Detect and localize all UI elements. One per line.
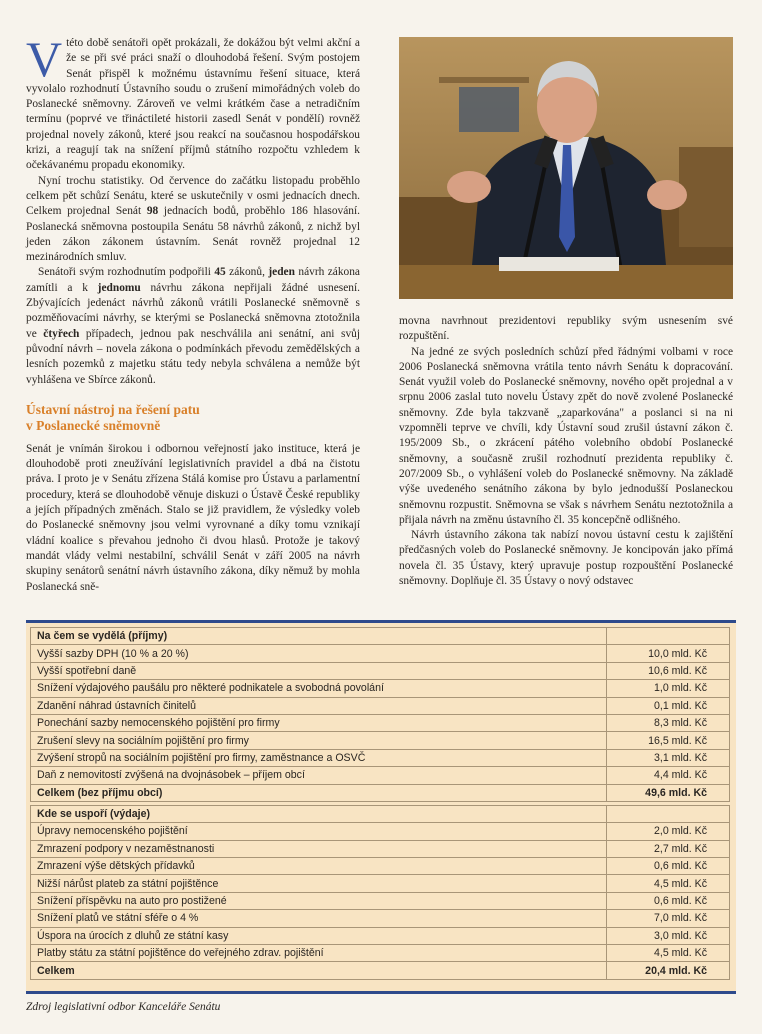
table-row — [31, 662, 730, 679]
votes-paragraph: Senátoři svým rozhodnutím podpořili 45 zákonů, jeden návrh zákona zamítli a k jednomu návrhu zákona nepřijali žádné usnesení. Zbývajících jedenáct návrhů zákonů vrátili Poslanecké sněmovně s pozměňovacími návrhy, se kterými se Poslanecká sněmovna ztotožnila ve čtyřech případech, jednou pak neschválila ani senátní, ani svůj původní návrh – novela zákona o podmínkách převodu zemědělských a lesních pozemků z majetku státu tedy nebyla schválena a nemůže být vyhlášena ve Sbírce zákonů. — [26, 266, 360, 386]
table-row — [31, 732, 730, 749]
income-total-row — [31, 784, 730, 801]
table-row-label: Zmrazení výše dětských přídavků — [31, 858, 607, 875]
table-row-label: Zmrazení podpory v nezaměstnanosti — [31, 840, 607, 857]
budget-table — [30, 627, 730, 980]
savings-header-row-label: Kde se uspoří (výdaje) — [31, 805, 607, 822]
continuation-paragraph: movna navrhnout prezidentovi republiky svým usnesením své rozpuštění. — [399, 315, 733, 343]
table-row-value: 0,6 mld. Kč — [607, 892, 730, 909]
right-column — [399, 314, 733, 589]
table-row-label: Ponechání sazby nemocenského pojištění pro firmy — [31, 714, 607, 731]
table-row-value: 2,0 mld. Kč — [607, 823, 730, 840]
table-row — [31, 767, 730, 784]
table-row-value: 1,0 mld. Kč — [607, 680, 730, 697]
table-row-value: 4,4 mld. Kč — [607, 767, 730, 784]
table-row-label: Platby státu za státní pojištěnce do veřejného zdrav. pojištění — [31, 945, 607, 962]
proposal-paragraph: Návrh ústavního zákona tak nabízí novou ústavní cestu k zajištění předčasných voleb do Poslanecké sněmovny. Je koncipován jako přímá novela čl. 35 Ústavy, který upravuje postup rozpouštění Poslanecké sněmovny. Doplňuje čl. 35 Ústavy o nový odstavec — [399, 529, 733, 588]
speaker-photo-illustration — [399, 37, 733, 299]
history-paragraph: Na jedné ze svých posledních schůzí před řádnými volbami v roce 2006 Poslanecká sněmovna vrátila tento návrh Senátu k dopracování. Senát využil voleb do Poslanecké sněmovny, nového opět projednal a v srpnu 2006 zaslal tuto novelu Ústavy zpět do nově zvolené Poslanecké sněmovny. Zde byla takzvaně „zaparkována" a poslanci si na ni vzpomněli teprve ve chvíli, kdy Ústavní soud zrušil ústavní zákon č. 195/2009 Sb., o zkrácení pátého volebního období Poslanecké sněmovny, a současně zrušil rozhodnutí prezidenta republiky č. 207/2009 Sb., o vyhlášení voleb do Poslanecké sněmovny. Na základě výše uvedeného senátního zákona by bylo jednodušší Poslaneckou sněmovnu rozpustit. Sněmovna se však s návrhem Senátu neztotožnila a přijala návrh na změnu ústavního čl. 35 koncepčně odlišného. — [399, 345, 733, 526]
table-row — [31, 840, 730, 857]
intro-paragraph: Vtéto době senátoři opět prokázali, že dokážou být velmi akční a že se při své práci snaží o dlouhodobá řešení. Svým postojem Senát přispěl k možnému ústavnímu řešení situace, která vyvolalo rozhodnutí Ústavního soudu o zrušení mimořádných voleb do Poslanecké sněmovny. Zároveň ve velmi krátkém čase a netradičním termínu (poprvé ve třináctileté historii zasedl Senát v pondělí) rovněž projednal novely zákonů, které jsou reakcí na současnou hospodářskou krizi, a reagují tak na snížení příjmů státního rozpočtu vzhledem k očekávanému propadu ekonomiky. — [26, 31, 360, 172]
source-note: Zdroj legislativní odbor Kanceláře Senátu — [26, 1001, 221, 1013]
table-row-label: Daň z nemovitostí zvýšená na dvojnásobek – příjem obcí — [31, 767, 607, 784]
savings-total-row — [31, 962, 730, 979]
table-row-label: Snížení platů ve státní sféře o 4 % — [31, 910, 607, 927]
table-row — [31, 927, 730, 944]
table-row-value: 3,1 mld. Kč — [607, 749, 730, 766]
table-row — [31, 680, 730, 697]
table-row — [31, 823, 730, 840]
table-row — [31, 892, 730, 909]
income-header-row-value — [607, 628, 730, 645]
table-row-value: 0,1 mld. Kč — [607, 697, 730, 714]
table-row-value: 3,0 mld. Kč — [607, 927, 730, 944]
table-row-label: Vyšší sazby DPH (10 % a 20 %) — [31, 645, 607, 662]
table-row-value: 4,5 mld. Kč — [607, 875, 730, 892]
table-row — [31, 714, 730, 731]
income-total-row-value: 49,6 mld. Kč — [607, 784, 730, 801]
table-row-value: 10,6 mld. Kč — [607, 662, 730, 679]
income-header-row — [31, 628, 730, 645]
table-row-label: Nižší nárůst plateb za státní pojištěnce — [31, 875, 607, 892]
savings-header-row — [31, 805, 730, 822]
savings-total-row-value: 20,4 mld. Kč — [607, 962, 730, 979]
table-row — [31, 875, 730, 892]
table-row — [31, 749, 730, 766]
left-column — [26, 31, 361, 595]
table-row-value: 10,0 mld. Kč — [607, 645, 730, 662]
table-row-value: 16,5 mld. Kč — [607, 732, 730, 749]
table-row — [31, 858, 730, 875]
table-row-label: Snížení příspěvku na auto pro postižené — [31, 892, 607, 909]
constitution-paragraph: Senát je vnímán širokou i odbornou veřejností jako instituce, která je dlouhodobě proti zneužívání legislativních pravidel a dbá na čistotu práva. I proto je v Senátu zřízena Stálá komise pro Ústavu a parlamentní procedury, která se dlouhodobě věnuje diskuzi o Ústavě České republiky a jejích případných změnách. Stalo se již pravidlem, že výsledky voleb do Poslanecké sněmovny jsou velmi vyrovnané a díky tomu vznikají vládní koalice s převahou jednoho či dvou hlasů. Protože je takový mandát vlády velmi nestabilní, schválil Senát v září 2005 na návrh skupiny senátorů senátní návrh ústavního zákona, díky němuž by mohla Poslanecká sně- — [26, 442, 360, 593]
senator-photo — [399, 37, 733, 299]
table-row-value: 7,0 mld. Kč — [607, 910, 730, 927]
income-header-row-label: Na čem se vydělá (příjmy) — [31, 628, 607, 645]
table-row — [31, 697, 730, 714]
income-total-row-label: Celkem (bez příjmu obcí) — [31, 784, 607, 801]
table-row-value: 4,5 mld. Kč — [607, 945, 730, 962]
table-row-label: Úspora na úrocích z dluhů ze státní kasy — [31, 927, 607, 944]
table-row-label: Zdanění náhrad ústavních činitelů — [31, 697, 607, 714]
table-row-label: Zrušení slevy na sociálním pojištění pro firmy — [31, 732, 607, 749]
savings-total-row-label: Celkem — [31, 962, 607, 979]
drop-cap: V — [26, 31, 63, 87]
table-row-value: 2,7 mld. Kč — [607, 840, 730, 857]
table-row — [31, 910, 730, 927]
table-row-value: 0,6 mld. Kč — [607, 858, 730, 875]
statistics-paragraph: Nyní trochu statistiky. Od července do začátku listopadu proběhlo celkem pět schůzí Senátu, které se uskutečnily v osmi jednacích dnech. Celkem projednal Senát 98 jednacích bodů, proběhlo 186 hlasování. Poslanecká sněmovna postoupila Senátu 58 návrhů zákonů, z nichž byl jeden zákon zákonem ústavním. Senát rovněž projednal 12 mezinárodních smluv. — [26, 174, 361, 264]
table-row-label: Úpravy nemocenského pojištění — [31, 823, 607, 840]
table-row-value: 8,3 mld. Kč — [607, 714, 730, 731]
savings-header-row-value — [607, 805, 730, 822]
section-heading: Ústavní nástroj na řešení patu v Poslanecké sněmovně — [26, 401, 200, 433]
table-row-label: Vyšší spotřební daně — [31, 662, 607, 679]
table-row — [31, 645, 730, 662]
table-row-label: Snížení výdajového paušálu pro některé podnikatele a svobodná povolání — [31, 680, 607, 697]
table-row-label: Zvýšení stropů na sociálním pojištění pro firmy, zaměstnance a OSVČ — [31, 749, 607, 766]
budget-table-box — [26, 620, 736, 994]
table-row — [31, 945, 730, 962]
